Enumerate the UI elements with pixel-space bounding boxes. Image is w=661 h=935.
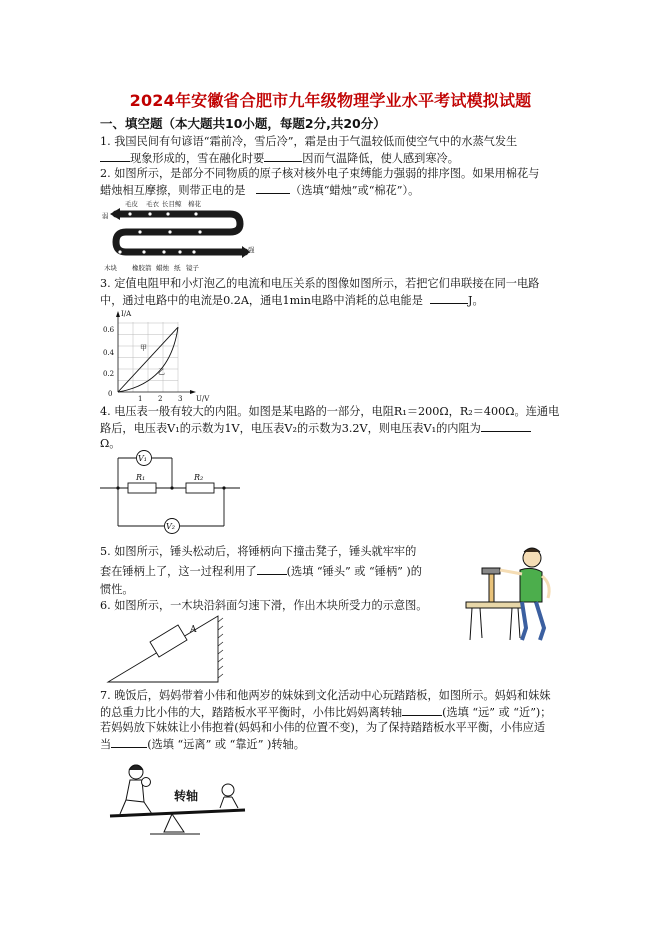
label-r1: R₁ [136,473,146,482]
y-arrow [116,311,120,317]
answer-blank[interactable] [256,182,290,194]
q7-line3: 若妈妈放下妹妹让小伟抱着(妈妈和小伟的位置不变)，为了保持踏踏板水平平衡，小伟应适 [100,721,546,734]
q1-line1: 1. 我国民间有句谚语“霜前冷，雪后冷”，霜是由于气温较低而使空气中的水蒸气发生 [100,135,518,148]
resistor-r1 [128,483,156,493]
q7-line2: 的总重力比小伟的大，踏踏板水平平衡时，小伟比妈妈离转轴 (选填 “远” 或 “近”)； [100,706,552,719]
paper-title: 2024年安徽省合肥市九年级物理学业水平考试模拟试题 [129,91,532,110]
q5-line3: 惯性。 [100,583,134,596]
fig-label: 橡胶箭 [132,264,152,272]
section-heading: 一、填空题（本大题共10小题，每题2分,共20分） [100,116,386,131]
q1-line2: 现象形成的，雪在融化时要 因而气温降低，使人感到寒冷。 [100,150,459,167]
q4-line2: 路后，电压表V₁的示数为1V，电压表V₂的示数为3.2V，则电压表V₁的内阻为 [100,420,531,437]
seesaw-pivot [164,814,184,832]
answer-blank[interactable] [257,563,287,575]
series-label-jia: 甲 [140,344,147,352]
q3-line2: 中，通过电路中的电流是0.2A，通电1min电路中消耗的总电能是 J。 [100,294,484,307]
x-tick: 1 [138,395,143,403]
answer-blank[interactable] [100,150,130,162]
answer-blank[interactable] [111,736,147,748]
x-tick: 2 [158,395,163,403]
series-label-yi: 乙 [158,368,165,376]
fig-label: 木块 [104,264,117,272]
fig-label: 弱 [102,212,109,220]
x-tick: 3 [178,395,183,403]
y-tick: 0.2 [103,370,115,378]
fig-label: 毛皮 [125,200,138,208]
hammer-handle [489,572,494,602]
q4-line1: 4. 电压表一般有较大的内阻。如图是某电路的一部分，电阻R₁＝200Ω，R₂＝400Ω。连通电 [100,405,560,418]
answer-blank[interactable] [264,150,302,162]
q6-line1: 6. 如图所示，一木块沿斜面匀速下滑，作出木块所受力的示意图。 [100,599,428,612]
q3-iu-chart [100,308,210,403]
fig-label: 强 [248,246,255,254]
hammer-head [482,568,500,574]
resistor-r2 [186,483,214,493]
y-tick: 0 [108,390,113,398]
answer-blank[interactable] [481,420,531,432]
seesaw-board [110,810,245,816]
arrow-band [116,214,245,252]
fig-label: 棉花 [188,200,201,208]
boy-head [222,784,234,796]
wooden-block [150,625,187,657]
q5-line1: 5. 如图所示，锤头松动后，将锤柄向下撞击凳子，锤头就牢牢的 [100,545,417,558]
y-axis-label: I/A [121,310,132,318]
q2-line2: 蜡烛相互摩擦，则带正电的是 （选填“蜡烛”或“棉花”）。 [100,184,420,197]
answer-blank[interactable] [402,704,442,716]
fig-label: 长目鲸 [162,200,182,208]
fig-label: 蜡烛 [156,264,169,272]
q7-line4: 当 (选填 “远离” 或 “靠近” )转轴。 [100,738,305,751]
answer-blank[interactable] [430,292,468,304]
q5-line2: 套在锤柄上了，这一过程利用了 (选填 “锤头” 或 “锤柄” )的 [100,565,422,578]
q6-incline [100,612,225,687]
arrow-left [110,208,120,220]
label-v2: V₂ [166,522,175,531]
x-arrow [190,390,196,394]
person-shirt [520,568,542,602]
pivot-label: 转轴 [174,789,199,803]
q3-line1: 3. 定值电阻甲和小灯泡乙的电流和电压关系的图像如图所示，若把它们串联接在同一电路 [100,277,540,290]
q4-line3: Ω。 [100,437,121,450]
y-tick: 0.4 [103,349,115,357]
seesaw-illustration [100,760,250,840]
hammer-illustration [462,540,562,645]
block-label: A [190,625,197,635]
sister-head [142,778,151,787]
fig-label: 纸 [174,264,181,272]
fig-label: 毛衣 [146,200,159,208]
q7-line1: 7. 晚饭后，妈妈带着小伟和他两岁的妹妹到文化活动中心玩踏踏板，如图所示。妈妈和妹妹 [100,689,551,702]
fig-label: 镜子 [186,264,199,272]
label-r2: R₂ [194,473,204,482]
label-v1: V₁ [138,454,147,463]
q4-circuit [100,448,242,538]
y-tick: 0.6 [103,326,115,334]
q2-line1: 2. 如图所示，是部分不同物质的原子核对核外电子束缚能力强弱的排序图。如果用棉花与 [100,167,540,180]
q2-figure [100,198,265,276]
x-axis-label: U/V [196,395,210,403]
